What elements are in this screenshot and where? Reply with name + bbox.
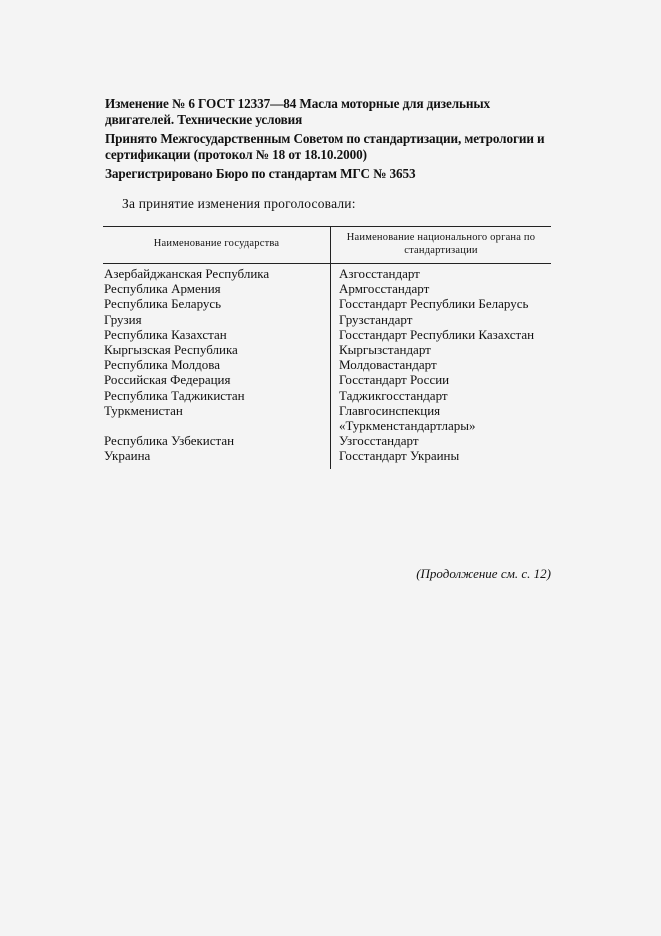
table-cell-state: Российская Федерация [104, 372, 231, 388]
table-column-divider [330, 226, 331, 469]
table-cell-org: Узгосстандарт [339, 433, 419, 449]
table-cell-org: Госстандарт Украины [339, 448, 460, 464]
table-cell-state: Украина [104, 448, 151, 464]
table-cell-state: Республика Армения [104, 281, 221, 297]
table-top-rule [103, 226, 551, 227]
continuation-note: (Продолжение см. с. 12) [416, 566, 551, 581]
org-column [339, 266, 553, 464]
table-cell-org: Молдовастандарт [339, 357, 437, 373]
table-cell-state: Туркменистан [104, 402, 183, 418]
table-cell-state: Грузия [104, 311, 142, 327]
table-cell-org: Таджикгосстандарт [339, 387, 448, 403]
table-cell-state: Азербайджанская Республика [104, 266, 270, 281]
table-cell-state: Республика Узбекистан [104, 433, 235, 449]
table-cell-state: Республика Беларусь [104, 296, 222, 312]
table-cell-state: Кыргызская Республика [104, 342, 238, 358]
table-cell-org: Грузстандарт [339, 311, 413, 327]
voting-intro: За принятие изменения проголосовали: [122, 196, 356, 211]
table-cell-org: Кыргызстандарт [339, 342, 431, 358]
table-cell-state: Республика Таджикистан [104, 387, 245, 403]
table-cell-org: Госстандарт Республики Казахстан [339, 326, 535, 342]
table-cell-org: Главгосинспекция «Туркменстандартлары» [339, 402, 476, 434]
registration-statement: Зарегистрировано Бюро по стандартам МГС № 3653 [105, 166, 416, 181]
column-header-org: Наименование национального органа по стандартизации [346, 232, 536, 256]
amendment-title: Изменение № 6 ГОСТ 12337—84 Масла моторные для дизельных двигателей. Технические условия [105, 96, 491, 127]
table-cell-state: Республика Молдова [104, 357, 220, 373]
table-cell-org: Азгосстандарт [339, 266, 420, 281]
table-cell-org: Госстандарт России [339, 372, 450, 388]
table-cell-state: Республика Казахстан [104, 326, 227, 342]
table-cell-org: Армгосстандарт [339, 281, 430, 297]
table-cell-org: Госстандарт Республики Беларусь [339, 296, 529, 312]
adoption-statement: Принято Межгосударственным Советом по стандартизации, метрологии и сертификации (протокол № 18 от 18.10.2000) [105, 131, 545, 162]
table-header-rule [103, 263, 551, 264]
state-column [104, 266, 328, 464]
column-header-state: Наименование государства [153, 238, 280, 249]
